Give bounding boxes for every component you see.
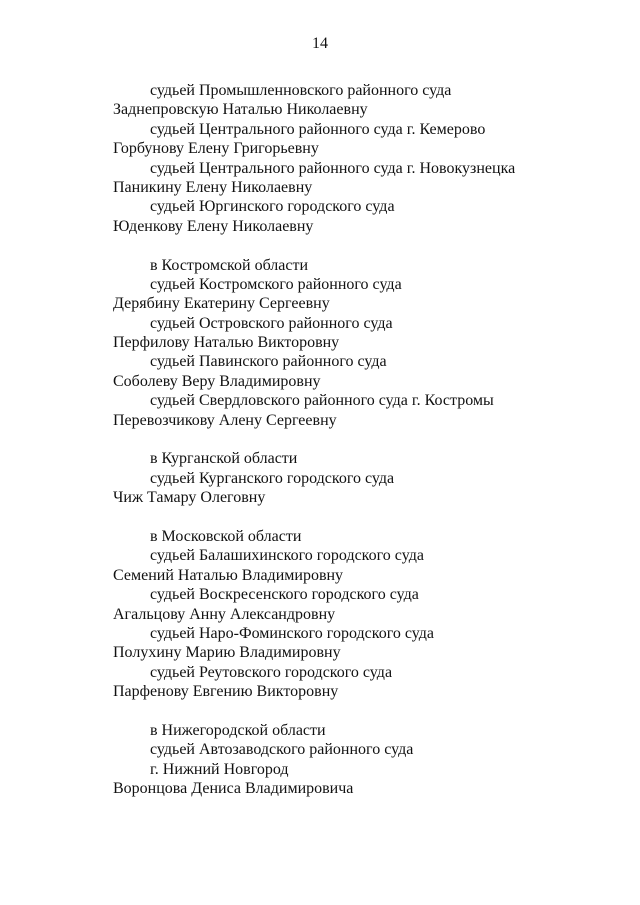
court-position: судьей Воскресенского городского суда (150, 586, 419, 604)
court-position: судьей Наро-Фоминского городского суда (150, 624, 434, 642)
judge-name: Соболеву Веру Владимировну (113, 372, 321, 390)
court-position: судьей Павинского районного суда (150, 353, 387, 371)
judge-name: Юденкову Елену Николаевну (113, 217, 314, 235)
section-spacer (113, 702, 613, 721)
judge-name: Перевозчикову Алену Сергеевну (113, 411, 337, 429)
court-position-continuation: г. Нижний Новгород (150, 760, 289, 778)
appointment-entry (113, 314, 613, 353)
appointment-entry (113, 624, 613, 663)
appointment-section (113, 721, 613, 799)
section-spacer (113, 430, 613, 449)
appointment-entry (113, 81, 613, 120)
region-heading: в Московской области (150, 527, 302, 545)
court-position: судьей Островского районного суда (150, 314, 393, 332)
appointment-entry (113, 197, 613, 236)
judge-name: Паникину Елену Николаевну (113, 178, 313, 196)
court-position: судьей Промышленновского районного суда (150, 82, 452, 99)
region-heading: в Костромской области (150, 256, 309, 274)
judge-name: Горбунову Елену Григорьевну (113, 140, 319, 158)
judge-name: Дерябину Екатерину Сергеевну (113, 295, 330, 313)
appointment-section (113, 449, 613, 507)
region-heading: в Курганской области (150, 450, 298, 468)
court-position: судьей Юргинского городского суда (150, 198, 395, 216)
judge-name: Семений Наталью Владимировну (113, 566, 344, 584)
judge-name: Заднепровскую Наталью Николаевну (113, 101, 368, 119)
section-spacer (113, 508, 613, 527)
court-position: судьей Центрального районного суда г. Новокузнецка (150, 159, 516, 177)
judge-name: Агальцову Анну Александровну (113, 605, 336, 623)
court-position: судьей Реутовского городского суда (150, 663, 393, 681)
appointment-section (113, 256, 613, 431)
appointment-entry (113, 352, 613, 391)
court-position: судьей Костромского районного суда (150, 275, 402, 293)
appointment-entry (113, 159, 613, 198)
page-number: 14 (312, 35, 328, 52)
document-body (113, 81, 613, 798)
appointment-section (113, 81, 613, 236)
judge-name: Перфилову Наталью Викторовну (113, 334, 340, 352)
section-spacer (113, 236, 613, 255)
appointment-section (113, 527, 613, 702)
appointment-entry (113, 120, 613, 159)
court-position: судьей Курганского городского суда (150, 469, 395, 487)
appointment-entry (113, 663, 613, 702)
judge-name: Чиж Тамару Олеговну (113, 489, 266, 507)
appointment-entry (113, 546, 613, 585)
appointment-entry (113, 585, 613, 624)
appointment-entry (113, 740, 613, 798)
court-position: судьей Автозаводского районного суда (150, 741, 414, 759)
region-heading: в Нижегородской области (150, 721, 326, 739)
appointment-entry (113, 469, 613, 508)
judge-name: Воронцова Дениса Владимировича (113, 780, 354, 798)
judge-name: Парфенову Евгению Викторовну (113, 683, 339, 701)
court-position: судьей Балашихинского городского суда (150, 547, 424, 565)
court-position: судьей Свердловского районного суда г. Костромы (150, 392, 494, 410)
appointment-entry (113, 275, 613, 314)
appointment-entry (113, 391, 613, 430)
court-position: судьей Центрального районного суда г. Кемерово (150, 120, 486, 138)
judge-name: Полухину Марию Владимировну (113, 644, 341, 662)
